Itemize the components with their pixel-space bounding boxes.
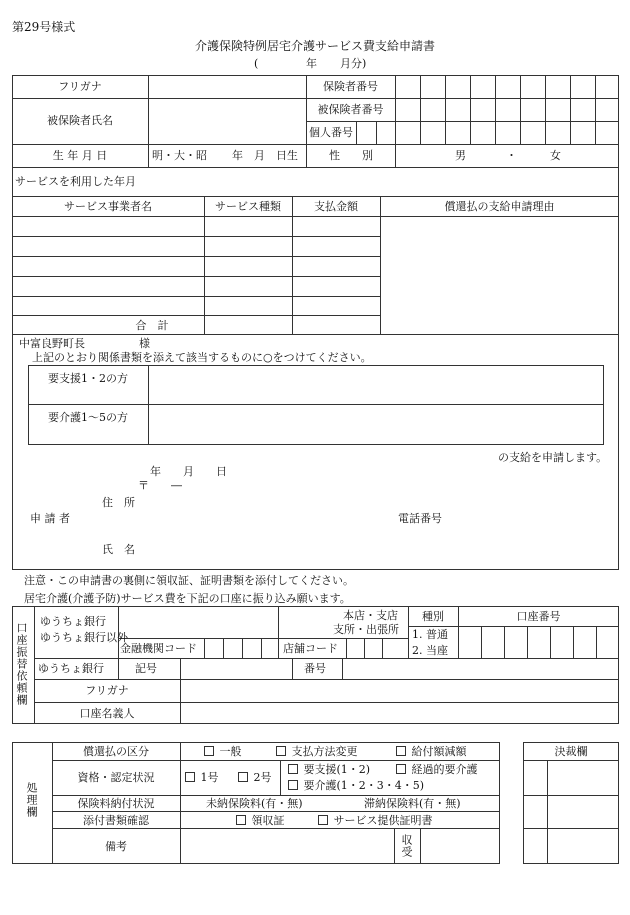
opt-payment-change: 支払方法変更 [276,746,358,757]
insurer-number-label: 保険者番号 [323,80,378,93]
remarks-label: 備考 [105,840,127,853]
bank-side-label: 口座振替依頼欄 [15,622,28,706]
sex-female: 女 [550,149,561,162]
account-type-regular: 1. 普通 [412,628,448,641]
insured-number-label: 被保険者番号 [317,103,384,116]
account-type-current: 2. 当座 [412,644,448,657]
note-attach: 注意・この申請書の裏側に領収証、証明書類を添付してください。 [24,574,354,587]
instruction-text: 上記のとおり関係書類を添えて該当するものに○をつけてください。 [32,351,372,364]
opt-type1: 1号 [185,772,219,783]
support-label: 要支援1・2の方 [48,372,128,385]
attachment-check-label: 添付書類確認 [83,814,149,827]
request-text: の支給を申請します。 [498,451,608,464]
symbol-label: 記号 [135,662,157,675]
period-line [254,58,384,72]
account-holder-label: 口座名義人 [79,707,135,720]
premium-status-label: 保険料納付状況 [77,797,155,810]
furigana-label: フリガナ [58,80,102,93]
application-date: 年 月 日 [150,465,227,478]
form-number: 第29号様式 [12,20,76,34]
opt-receipt: 領収証 [236,815,285,826]
sex-dot: ・ [506,149,517,162]
checkbox-icon[interactable] [396,746,406,756]
holder-furigana-label: フリガナ [85,684,129,697]
applicant-name-label: 氏 名 [102,543,135,556]
postal-code: 〒 ― [138,479,182,492]
eligibility-label: 資格・認定状況 [77,771,155,784]
institution-code-label: 金融機関コード [120,642,197,655]
yucho-label: ゆうちょ銀行 [38,662,104,675]
opt-type2: 2号 [238,772,272,783]
processing-side-label: 処理欄 [25,782,38,818]
col-payment: 支払金額 [314,200,358,213]
col-provider: サービス事業者名 [64,200,152,213]
address-label: 住 所 [102,496,135,509]
decision-label: 決裁欄 [554,745,588,758]
number-label: 番号 [304,662,326,675]
period-year: 年 [306,57,317,70]
receipt-label: 収受 [400,834,413,858]
checkbox-icon[interactable] [276,746,286,756]
service-month-label: サービスを利用した年月 [15,175,136,188]
store-code-label: 店舗コード [283,642,338,655]
era-options: 明・大・昭 [152,149,207,162]
checkbox-icon[interactable] [288,780,298,790]
opt-transitional: 経過的要介護 [396,764,478,775]
account-type-label: 種別 [422,610,444,623]
note-transfer: 居宅介護(介護予防)サービス費を下記の口座に振り込み願います。 [24,592,351,605]
opt-general: 一般 [204,746,242,757]
form-title: 介護保険特例居宅介護サービス費支給申請書 [194,39,435,53]
overdue-premium: 滞納保険料(有・無) [364,797,461,810]
col-service-type: サービス種類 [215,200,281,213]
insured-name-label: 被保険者氏名 [47,114,113,127]
care-label: 要介護1〜5の方 [48,411,128,424]
period-open: ( [254,57,259,70]
personal-number-label: 個人番号 [309,126,353,139]
checkbox-icon[interactable] [204,746,214,756]
checkbox-icon[interactable] [288,764,298,774]
birthdate-label: 生 年 月 日 [52,149,108,162]
period-month: 月分) [340,57,367,70]
total-label: 合 計 [135,319,169,332]
branch-head: 本店・支店 [343,609,398,622]
opt-care: 要介護(1・2・3・4・5) [288,780,424,791]
checkbox-icon[interactable] [318,815,328,825]
phone-label: 電話番号 [398,512,442,525]
opt-service-certificate: サービス提供証明書 [318,815,433,826]
applicant-label: 申 請 者 [30,512,70,525]
checkbox-icon[interactable] [185,772,195,782]
col-reason: 償還払の支給申請理由 [444,200,555,213]
account-number-label: 口座番号 [516,610,561,623]
sex-label: 性 別 [329,149,373,162]
opt-benefit-reduction: 給付額減額 [396,746,467,757]
bank-other-label: ゆうちょ銀行以外 [40,631,128,644]
sama-label: 様 [139,337,150,350]
reimbursement-type-label: 償還払の区分 [83,745,149,758]
checkbox-icon[interactable] [236,815,246,825]
opt-support: 要支援(1・2) [288,764,370,775]
checkbox-icon[interactable] [396,764,406,774]
unpaid-premium: 未納保険料(有・無) [206,797,303,810]
birthdate-ymd: 年 月 日生 [232,149,298,162]
branch-sub: 支所・出張所 [333,623,399,636]
bank-other-line1: ゆうちょ銀行 [40,615,106,628]
checkbox-icon[interactable] [238,772,248,782]
sex-male: 男 [455,149,466,162]
mayor-label: 中富良野町長 [19,337,85,350]
